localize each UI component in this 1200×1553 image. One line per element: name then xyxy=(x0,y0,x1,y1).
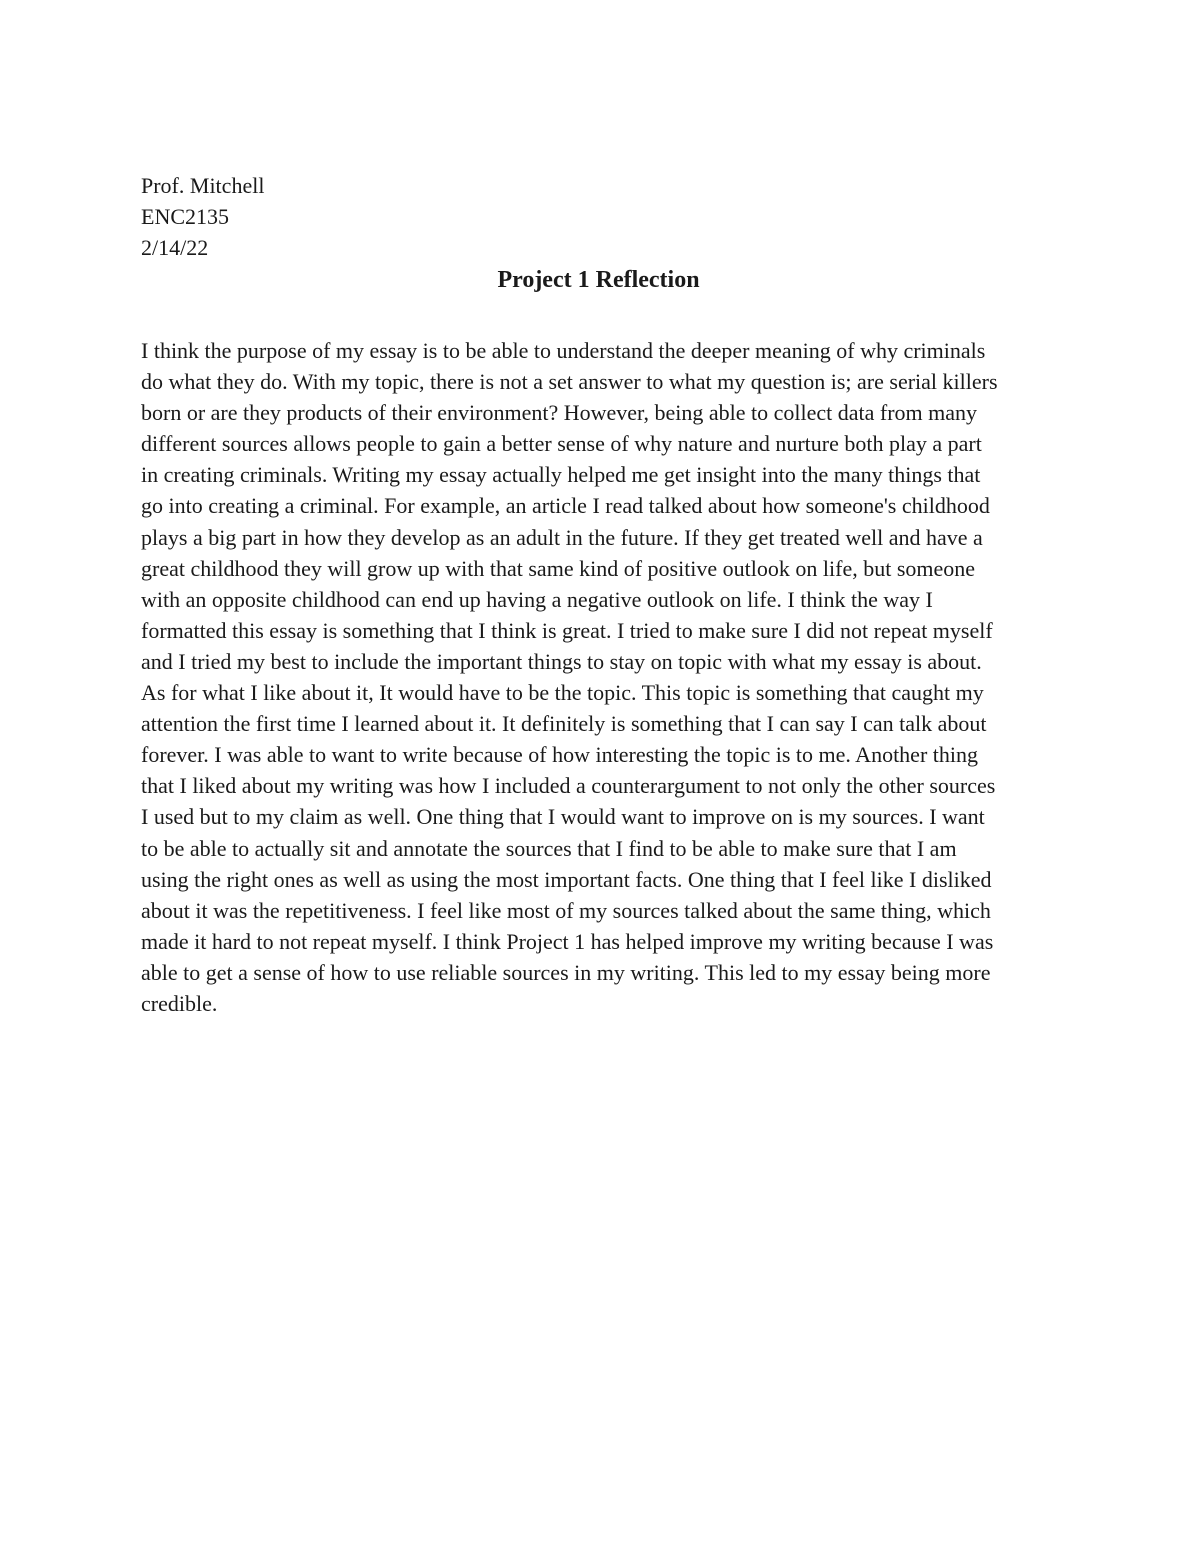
paragraph-line: formatted this essay is something that I think is great. I tried to make sure I did not repeat myself xyxy=(141,617,993,643)
paragraph-line: I used but to my claim as well. One thing that I would want to improve on is my sources. I want xyxy=(141,804,985,830)
paragraph-line: I think the purpose of my essay is to be able to understand the deeper meaning of why criminals xyxy=(141,338,986,363)
paragraph-line: forever. I was able to want to write because of how interesting the topic is to me. Another thing xyxy=(141,742,978,768)
document-date: 2/14/22 xyxy=(141,235,209,260)
paragraph-line: and I tried my best to include the important things to stay on topic with what my essay is about. xyxy=(141,648,982,674)
paragraph-line: great childhood they will grow up with that same kind of positive outlook on life, but someone xyxy=(141,555,976,581)
paragraph-line: using the right ones as well as using the most important facts. One thing that I feel like I disliked xyxy=(141,866,992,892)
paragraph-line: that I liked about my writing was how I included a counterargument to not only the other sources xyxy=(141,773,996,799)
paragraph-line: born or are they products of their environment? However, being able to collect data from many xyxy=(141,400,978,426)
paragraph-line: to be able to actually sit and annotate the sources that I find to be able to make sure that I am xyxy=(141,835,957,861)
paragraph-line: able to get a sense of how to use reliable sources in my writing. This led to my essay being more xyxy=(141,959,991,985)
paragraph-line: do what they do. With my topic, there is not a set answer to what my question is; are serial killers xyxy=(141,369,998,395)
reflection-paragraph xyxy=(141,335,998,1019)
paragraph-line: with an opposite childhood can end up having a negative outlook on life. I think the way I xyxy=(141,586,933,612)
course-code: ENC2135 xyxy=(141,204,229,229)
document-title: Project 1 Reflection xyxy=(497,267,700,293)
paragraph-line: made it hard to not repeat myself. I think Project 1 has helped improve my writing because I was xyxy=(141,928,994,954)
paragraph-line: about it was the repetitiveness. I feel like most of my sources talked about the same thing, which xyxy=(141,897,991,923)
instructor-name: Prof. Mitchell xyxy=(141,173,265,198)
paragraph-line: different sources allows people to gain a better sense of why nature and nurture both play a part xyxy=(141,431,982,457)
paragraph-line: plays a big part in how they develop as an adult in the future. If they get treated well and have a xyxy=(141,524,983,550)
paragraph-line: As for what I like about it, It would have to be the topic. This topic is something that caught my xyxy=(141,680,984,706)
paragraph-line: go into creating a criminal. For example, an article I read talked about how someone's childhood xyxy=(141,493,990,519)
paragraph-line: credible. xyxy=(141,990,218,1016)
document-header xyxy=(141,170,264,263)
paragraph-line: attention the first time I learned about it. It definitely is something that I can say I can talk about xyxy=(141,711,987,737)
paragraph-line: in creating criminals. Writing my essay actually helped me get insight into the many things that xyxy=(141,462,981,488)
